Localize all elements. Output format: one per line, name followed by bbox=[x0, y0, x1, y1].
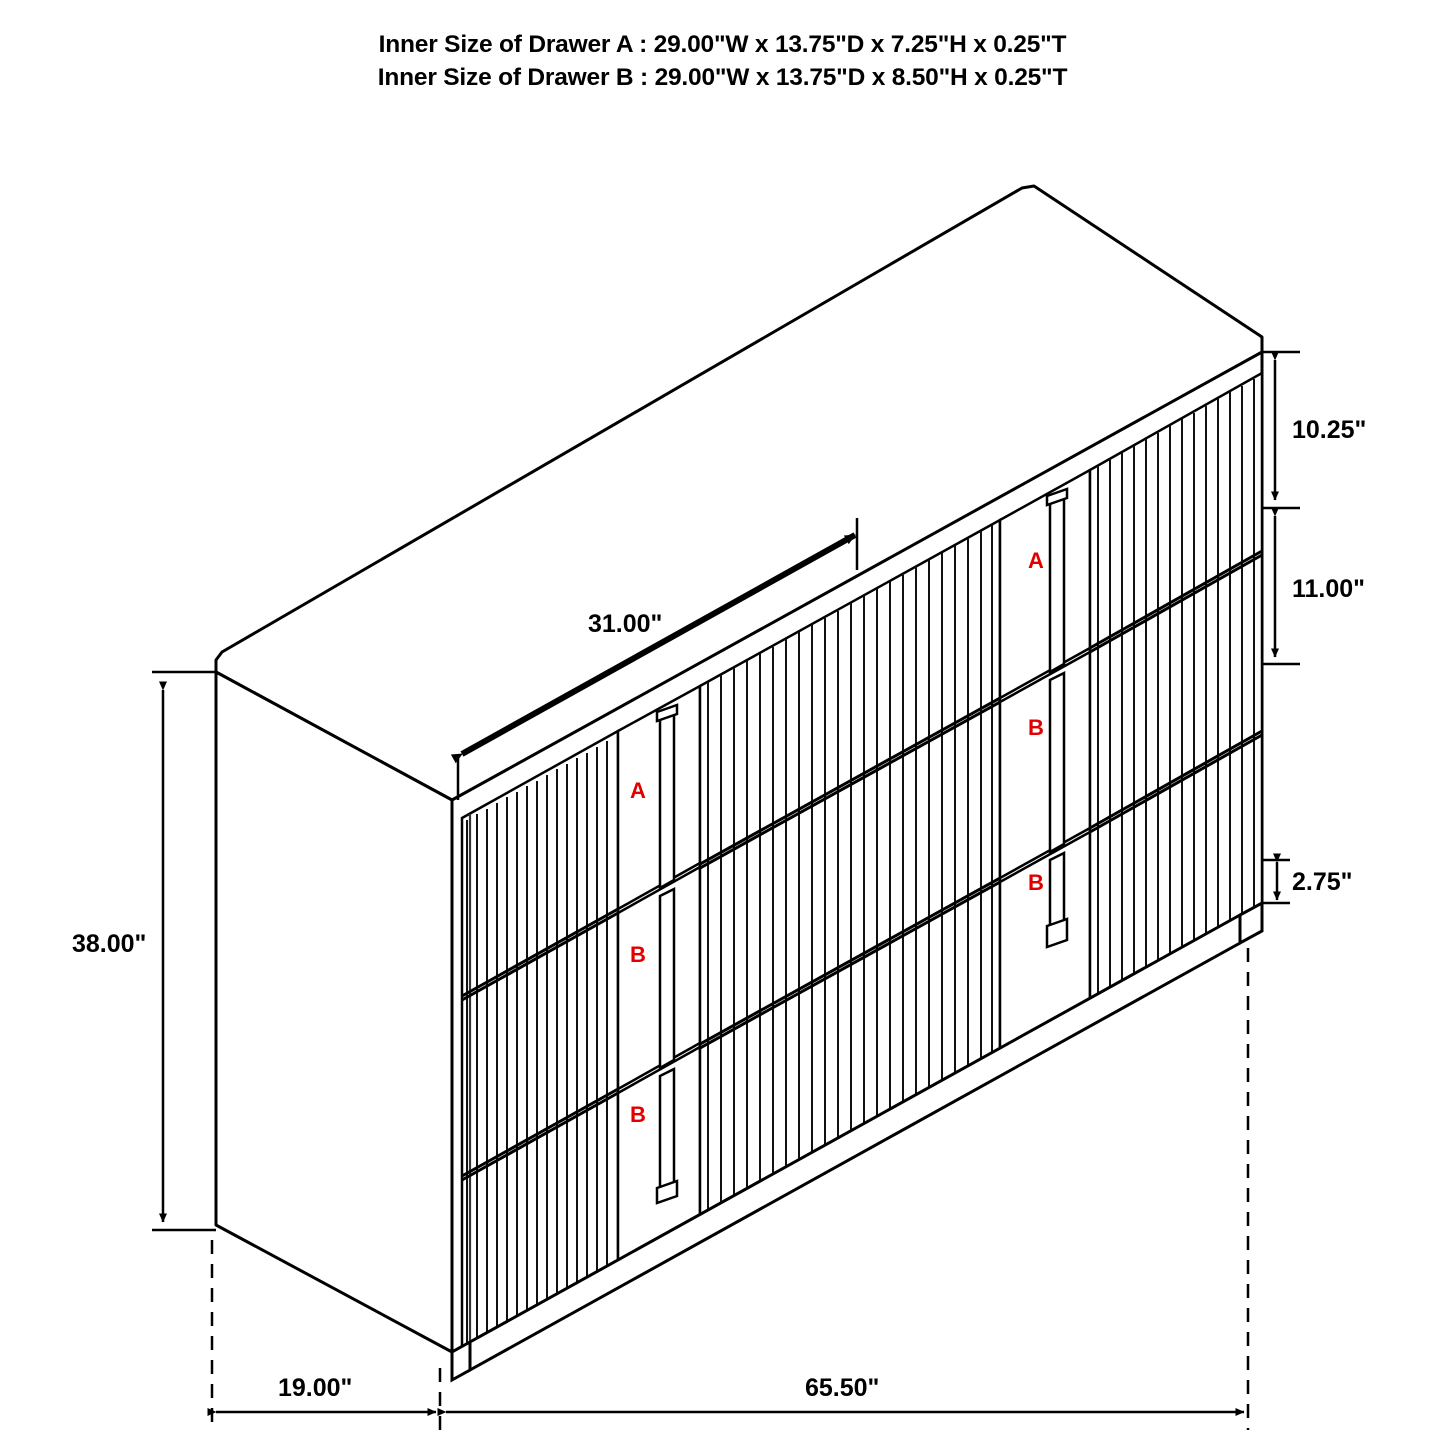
drawer-label-left-a: A bbox=[630, 778, 646, 803]
drawer-bank-right bbox=[1090, 373, 1262, 1008]
drawer-label-right-b1: B bbox=[1028, 715, 1044, 740]
dimension-height-label: 38.00" bbox=[72, 930, 147, 958]
dimension-front-width-label: 65.50" bbox=[805, 1374, 880, 1402]
dimension-plinth-label: 2.75" bbox=[1292, 868, 1353, 896]
drawer-label-right-b2: B bbox=[1028, 870, 1044, 895]
handle-bar-left[interactable] bbox=[657, 705, 677, 1203]
drawer-bank-left bbox=[462, 731, 618, 1357]
fluting-left-lines bbox=[467, 741, 607, 1355]
header-line-2: Inner Size of Drawer B : 29.00"W x 13.75"D x 8.50"H x 0.25"T bbox=[377, 64, 1068, 91]
dimension-drawer-b-label: 11.00" bbox=[1292, 575, 1366, 603]
drawer-label-left-b1: B bbox=[630, 942, 646, 967]
handle-bar-right[interactable] bbox=[1047, 489, 1067, 947]
handle-column-right bbox=[1000, 470, 1090, 1058]
dimension-height bbox=[152, 672, 216, 1230]
drawer-label-left-b2: B bbox=[630, 1102, 646, 1127]
dimension-depth-label: 31.00" bbox=[588, 610, 663, 638]
header-line-1: Inner Size of Drawer A : 29.00"W x 13.75"D x 7.25"H x 0.25"T bbox=[378, 31, 1067, 58]
dimension-side-width-label: 19.00" bbox=[278, 1374, 353, 1402]
dimension-drawer-a-label: 10.25" bbox=[1292, 416, 1367, 444]
drawer-label-right-a: A bbox=[1028, 548, 1044, 573]
